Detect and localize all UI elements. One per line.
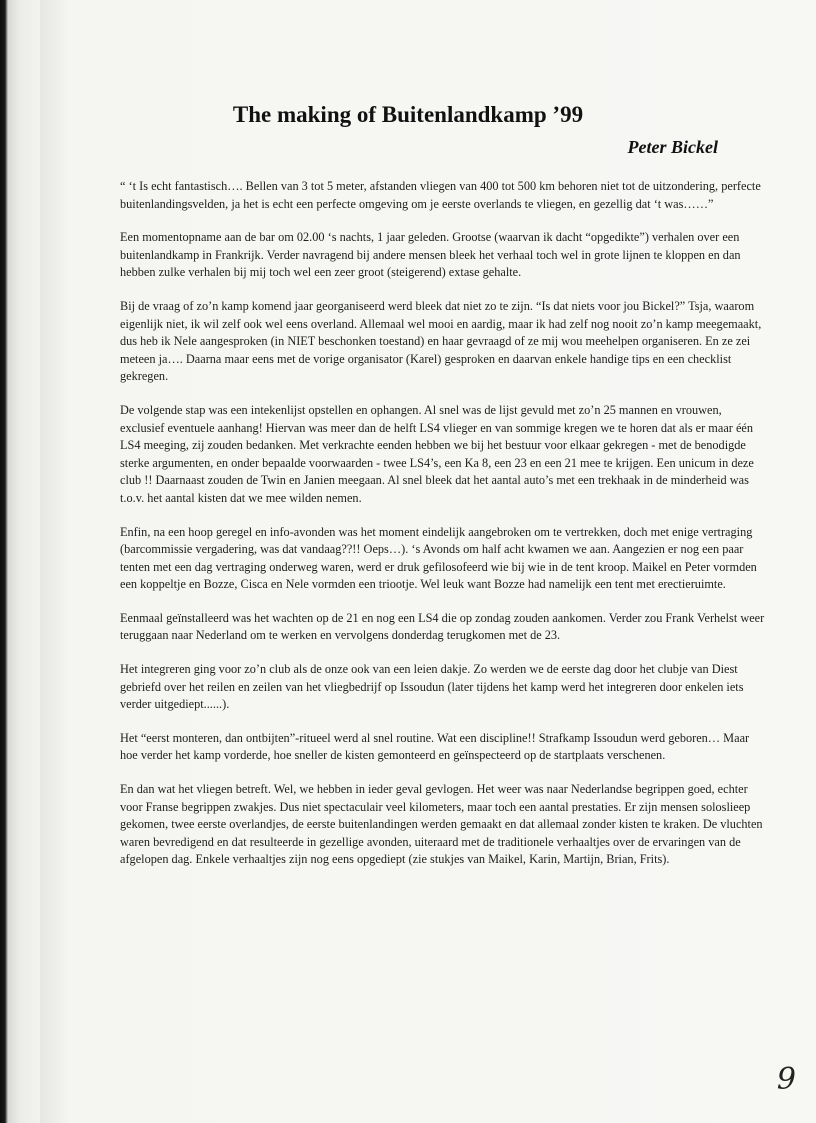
paragraph-flying: En dan wat het vliegen betreft. Wel, we hebben in ieder geval gevlogen. Het weer was naar Nederlandse begrippen goed, echter voor Franse begrippen zwakjes. Dus niet spectaculair veel kilometers, maar toch een aantal prestaties. Er zijn mensen soloslieep gekomen, twee eerste overlandjes, de eerste buitenlandingen werden gemaakt en dat allemaal zonder kisten te kraken. De vluchten waren bevredigend en dat resulteerde in gezellige avonden, uiteraard met de traditionele verhaaltjes over de ervaringen van de afgelopen dag. Enkele verhaaltjes zijn nog eens opgediept (zie stukjes van Maikel, Karin, Martijn, Brian, Frits).: [120, 782, 763, 867]
paragraph-quote: “ ‘t Is echt fantastisch…. Bellen van 3 tot 5 meter, afstanden vliegen van 400 tot 500 km behoren niet tot de uitzondering, perfecte buitenlandingsvelden, ja het is echt een perfecte omgeving om je eerste overlands te vliegen, en gezellig dat ‘t was……”: [120, 179, 761, 211]
page-number: 9: [776, 1062, 796, 1097]
article-author: Peter Bickel: [627, 137, 718, 157]
paragraph-ritual: Het “eerst monteren, dan ontbijten”-ritueel werd al snel routine. Wat een discipline!! Strafkamp Issoudun werd geboren… Maar hoe verder het kamp vorderde, hoe sneller de kisten gemonteerd en geïnspecteerd op de startplaats verschenen.: [120, 730, 750, 763]
page-binding-edge: [0, 0, 40, 1123]
article-body: [120, 178, 768, 885]
paragraph-departure: Enfin, na een hoop geregel en info-avonden was het moment eindelijk aangebroken om te vertrekken, doch met enige vertraging (barcommissie vergadering, was dat vandaag??!! Oeps…). ‘s Avonds om half acht kwamen we aan. Aangezien er nog een paar tenten met een dag vertraging onderweg waren, werd er druk gefilosofeerd wie bij wie in de tent kroop. Maikel en Peter vormden een koppeltje en Bozze, Cisca en Nele vormden een triootje. Wel leuk want Bozze had namelijk een tent met erectieruimte.: [120, 524, 757, 592]
paragraph-organising: Bij de vraag of zo’n kamp komend jaar georganiseerd werd bleek dat niet zo te zijn. “Is dat niets voor jou Bickel?” Tsja, waarom eigenlijk niet, ik wil zelf ook wel eens overland. Allemaal wel mooi en aardig, maar ik had zelf nog nooit zo’n kamp meegemaakt, dus heb ik Nele aangesproken (in NIET beschonken toestand) en haar gevraagd of ze mij wou meehelpen organiseren. En ze zei meteen ja…. Daarna maar eens met de vorige organisator (Karel) gesproken en daarvan enkele handige tips en een checklist gekregen.: [120, 298, 762, 384]
paragraph-signup-list: De volgende stap was een intekenlijst opstellen en ophangen. Al snel was de lijst gevuld met zo’n 25 mannen en vrouwen, exclusief eventuele aanhang! Hiervan was meer dan de helft LS4 vlieger en van sommige kregen we te horen dat als er maar één LS4 meeging, zij zouden bedanken. Met verkrachte eenden hebben we bij het bestuur voor elkaar gekregen - met de benodigde sterke argumenten, en onder bepaalde voorwaarden - twee LS4’s, een Ka 8, een 23 en een 21 mee te krijgen. Een unicum in deze club !! Daarnaast zouden de Twin en Janien meegaan. Al snel bleek dat het aantal auto’s met een trekhaak in de minderheid was t.o.v. het aantal kisten dat we mee wilden nemen.: [120, 402, 754, 505]
paragraph-bar-snapshot: Een momentopname aan de bar om 02.00 ‘s nachts, 1 jaar geleden. Grootse (waarvan ik dacht “opgedikte”) verhalen over een buitenlandkamp in Frankrijk. Verder navragend bij andere mensen bleek het verhaal toch wel in grote lijnen te kloppen en dan hebben zulke verhalen bij mij toch wel een zeer groot (steigerend) extase gehalte.: [120, 230, 741, 280]
article-title: The making of Buitenlandkamp ’99: [232, 102, 584, 127]
paragraph-installed: Eenmaal geïnstalleerd was het wachten op de 21 en nog een LS4 die op zondag zouden aankomen. Verder zou Frank Verhelst weer teruggaan naar Nederland om te werken en vervolgens donderdag terugkomen met de 23.: [120, 610, 765, 643]
paragraph-integration: Het integreren ging voor zo’n club als de onze ook van een leien dakje. Zo werden we de eerste dag door het clubje van Diest gebriefd over het reilen en zeilen van het vliegbedrijf op Issoudun (later tijdens het kamp werd het integreren door enkelen iets verder uitgediept......).: [120, 662, 744, 712]
